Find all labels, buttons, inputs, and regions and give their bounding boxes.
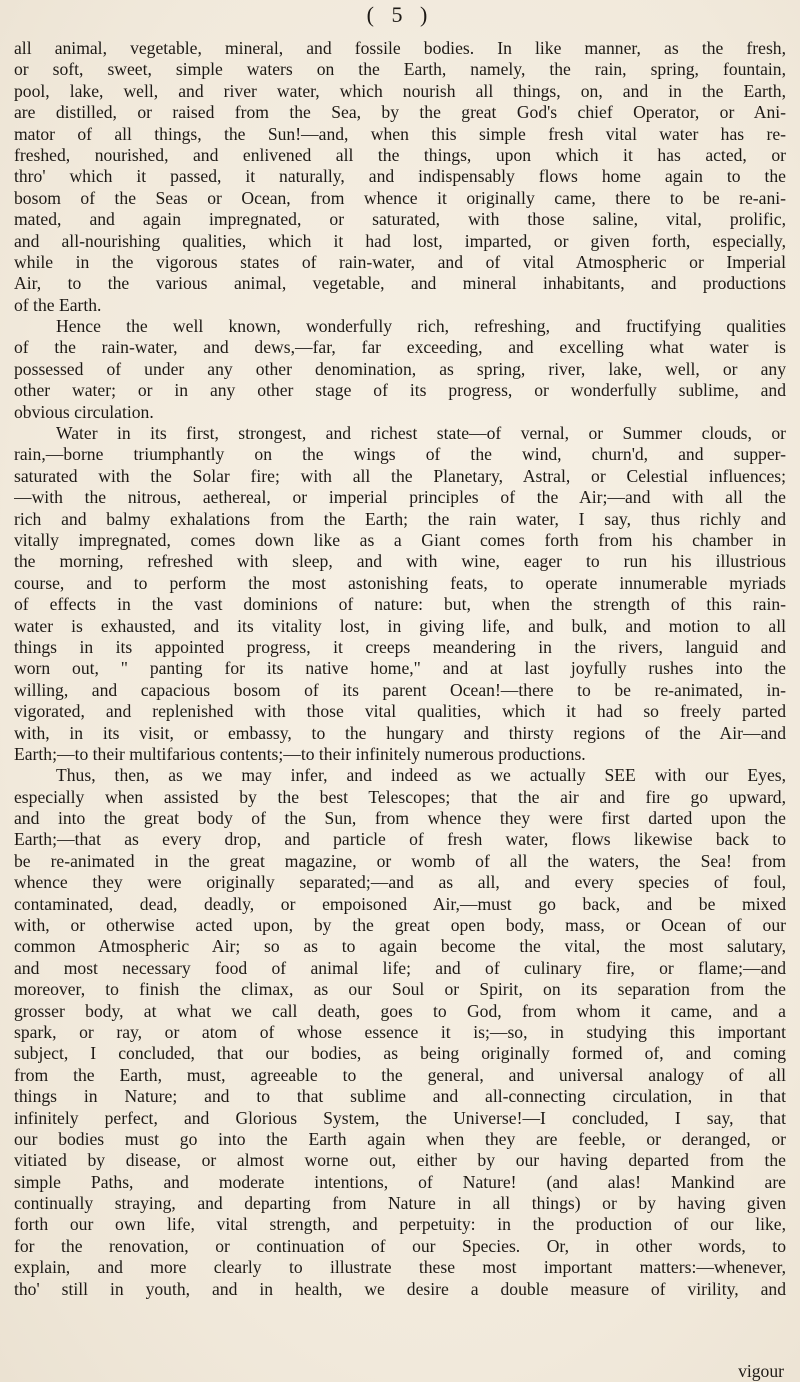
text-line: rain,—borne triumphantly on the wings of the wind, churn'd, and supper- xyxy=(14,444,786,465)
text-line: with, in its visit, or embassy, to the hungary and thirsty regions of the Air—and xyxy=(14,722,786,743)
text-line: vitiated by disease, or almost worne out, either by our having departed from the xyxy=(14,1150,786,1171)
text-line: Earth;—that as every drop, and particle of fresh water, flows likewise back to xyxy=(14,829,786,850)
text-line: from the Earth, must, agreeable to the general, and universal analogy of all xyxy=(14,1064,786,1085)
text-line: subject, I concluded, that our bodies, as being originally formed of, and coming xyxy=(14,1043,786,1064)
text-line: vigorated, and replenished with those vital qualities, which it had so freely parted xyxy=(14,701,786,722)
text-line: Earth;—to their multifarious contents;—to their infinitely numerous productions. xyxy=(14,743,586,764)
text-line: Thus, then, as we may infer, and indeed as we actually SEE with our Eyes, xyxy=(56,765,786,786)
text-line: of effects in the vast dominions of nature: but, when the strength of this rain- xyxy=(14,594,786,615)
text-line: with, or otherwise acted upon, by the great open body, mass, or Ocean of our xyxy=(14,915,786,936)
text-line: be re-animated in the great magazine, or womb of all the waters, the Sea! from xyxy=(14,850,786,871)
text-line: —with the nitrous, aethereal, or imperial principles of the Air;—and with all the xyxy=(14,487,786,508)
text-line: all animal, vegetable, mineral, and fossile bodies. In like manner, as the fresh, xyxy=(14,38,786,58)
text-line: obvious circulation. xyxy=(14,401,154,422)
text-line: tho' still in youth, and in health, we desire a double measure of virility, and xyxy=(14,1278,786,1299)
text-line: things in Nature; and to that sublime and all-connecting circulation, in that xyxy=(14,1086,786,1107)
catchword: vigour xyxy=(738,1361,784,1381)
text-line: simple Paths, and moderate intentions, of Nature! (and alas! Mankind are xyxy=(14,1171,786,1192)
text-line: the morning, refreshed with sleep, and with wine, eager to run his illustrious xyxy=(14,551,786,572)
text-line: pool, lake, well, and river water, which nourish all things, on, and in the Earth, xyxy=(14,80,786,101)
text-line: grosser body, at what we call death, goes to God, from whom it came, and a xyxy=(14,1000,786,1021)
text-line: continually straying, and departing from Nature in all things) or by having given xyxy=(14,1193,786,1214)
text-line: of the rain-water, and dews,—far, far exceeding, and excelling what water is xyxy=(14,337,786,358)
body-text xyxy=(14,38,786,1300)
text-line: of the Earth. xyxy=(14,294,102,315)
text-line: saturated with the Solar fire; with all the Planetary, Astral, or Celestial influences; xyxy=(14,465,786,486)
text-line: course, and to perform the most astonishing feats, to operate innumerable myriads xyxy=(14,572,786,593)
text-line: mator of all things, the Sun!—and, when this simple fresh vital water has re- xyxy=(14,123,786,144)
text-line: contaminated, dead, deadly, or empoisoned Air,—must go back, and be mixed xyxy=(14,893,786,914)
text-line: vitally impregnated, comes down like as a Giant comes forth from his chamber in xyxy=(14,529,786,550)
text-line: for the renovation, or continuation of our Species. Or, in other words, to xyxy=(14,1235,786,1256)
text-line: moreover, to finish the climax, as our Soul or Spirit, on its separation from the xyxy=(14,979,786,1000)
text-line: spark, or ray, or atom of whose essence it is;—so, in studying this important xyxy=(14,1021,786,1042)
text-line: Water in its first, strongest, and richest state—of vernal, or Summer clouds, or xyxy=(56,423,786,444)
text-line: possessed of under any other denomination, as spring, river, lake, well, or any xyxy=(14,358,786,379)
text-line: infinitely perfect, and Glorious System, the Universe!—I concluded, I say, that xyxy=(14,1107,786,1128)
text-line: common Atmospheric Air; so as to again become the vital, the most salutary, xyxy=(14,936,786,957)
text-line: our bodies must go into the Earth again when they are feeble, or deranged, or xyxy=(14,1128,786,1149)
text-line: thro' which it passed, it naturally, and indispensably flows home again to the xyxy=(14,166,786,187)
text-line: freshed, nourished, and enlivened all the things, upon which it has acted, or xyxy=(14,144,786,165)
text-line: other water; or in any other stage of its progress, or wonderfully sublime, and xyxy=(14,380,786,401)
text-line: while in the vigorous states of rain-water, and of vital Atmospheric or Imperial xyxy=(14,251,786,272)
text-line: forth our own life, vital strength, and perpetuity: in the production of our like, xyxy=(14,1214,786,1235)
text-line: worn out, " panting for its native home," and at last joyfully rushes into the xyxy=(14,658,786,679)
text-line: especially when assisted by the best Telescopes; that the air and fire go upward, xyxy=(14,786,786,807)
text-line: explain, and more clearly to illustrate these most important matters:—whenever, xyxy=(14,1257,786,1278)
text-line: and most necessary food of animal life; and of culinary fire, or flame;—and xyxy=(14,957,786,978)
text-line: bosom of the Seas or Ocean, from whence it originally came, there to be re-ani- xyxy=(14,187,786,208)
text-line: things in its appointed progress, it creeps meandering in the rivers, languid and xyxy=(14,636,786,657)
text-line: and into the great body of the Sun, from whence they were first darted upon the xyxy=(14,808,786,829)
page-number: ( 5 ) xyxy=(366,2,434,27)
text-line: and all-nourishing qualities, which it had lost, imparted, or given forth, especially, xyxy=(14,230,786,251)
text-line: rich and balmy exhalations from the Earth; the rain water, I say, thus richly and xyxy=(14,508,786,529)
text-line: mated, and again impregnated, or saturated, with those saline, vital, prolific, xyxy=(14,209,786,230)
text-line: whence they were originally separated;—and as all, and every species of foul, xyxy=(14,872,786,893)
text-line: Air, to the various animal, vegetable, and mineral inhabitants, and productions xyxy=(14,273,786,294)
text-line: water is exhausted, and its vitality lost, in giving life, and bulk, and motion to all xyxy=(14,615,786,636)
text-line: Hence the well known, wonderfully rich, refreshing, and fructifying qualities xyxy=(56,316,786,337)
text-line: are distilled, or raised from the Sea, by the great God's chief Operator, or Ani- xyxy=(14,102,786,123)
text-line: willing, and capacious bosom of its parent Ocean!—there to be re-animated, in- xyxy=(14,679,786,700)
text-line: or soft, sweet, simple waters on the Earth, namely, the rain, spring, fountain, xyxy=(14,59,786,80)
